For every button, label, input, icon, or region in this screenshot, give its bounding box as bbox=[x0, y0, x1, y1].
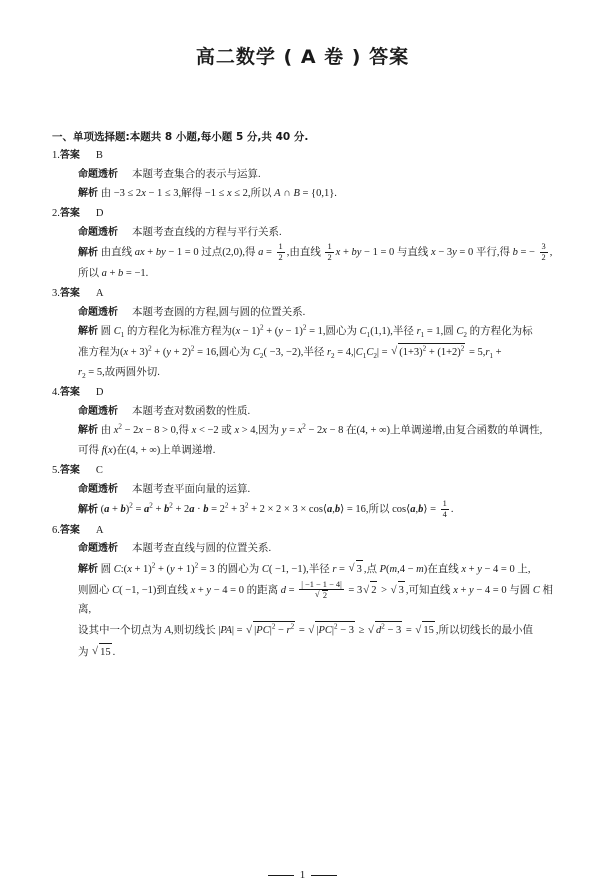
solution-text: 由 −3 ≤ 2x − 1 ≤ 3,解得 −1 ≤ x ≤ 2,所以 A ∩ B = {0,1}. bbox=[100, 187, 337, 199]
solution-label: 解析 bbox=[78, 504, 98, 516]
solution-label: 解析 bbox=[78, 187, 98, 199]
solution-label: 解析 bbox=[78, 325, 98, 337]
solution-line-cont2 bbox=[52, 621, 553, 640]
insight-label: 命题透析 bbox=[78, 226, 118, 238]
question-number: 2. bbox=[52, 207, 60, 219]
question-block-5 bbox=[52, 463, 553, 520]
answer-line bbox=[52, 286, 553, 302]
solution-label: 解析 bbox=[78, 424, 98, 436]
insight-label: 命题透析 bbox=[78, 405, 118, 417]
insight-text: 本题考查直线的方程与平行关系. bbox=[132, 226, 282, 238]
solution-line bbox=[52, 323, 553, 341]
solution-text-cont2: $r_2 = 5$,故两圆外切. bbox=[78, 366, 160, 380]
answer-value: D bbox=[95, 207, 104, 219]
insight-line bbox=[52, 403, 553, 420]
solution-line-cont bbox=[52, 581, 553, 620]
answer-line bbox=[52, 463, 553, 479]
solution-line-cont3 bbox=[52, 643, 553, 662]
question-number: 4. bbox=[52, 386, 60, 398]
question-block-4 bbox=[52, 385, 553, 460]
answer-label: 答案 bbox=[59, 207, 80, 219]
answer-line bbox=[52, 523, 553, 539]
insight-line bbox=[52, 304, 553, 321]
question-number: 1. bbox=[52, 150, 60, 161]
insight-text: 本题考查圆的方程,圆与圆的位置关系. bbox=[132, 306, 306, 318]
footer-rule-right bbox=[311, 875, 337, 876]
insight-line bbox=[52, 540, 553, 557]
insight-text: 本题考查平面向量的运算. bbox=[132, 483, 251, 495]
answer-value: C bbox=[95, 464, 104, 476]
solution-line-cont bbox=[52, 343, 553, 362]
insight-line bbox=[52, 166, 553, 183]
answer-label: 答案 bbox=[59, 150, 80, 161]
insight-label: 命题透析 bbox=[78, 483, 118, 495]
question-block-6 bbox=[52, 523, 553, 662]
answer-value: D bbox=[95, 386, 104, 398]
solution-label: 解析 bbox=[78, 563, 98, 575]
question-number: 5. bbox=[52, 464, 60, 476]
solution-line bbox=[52, 560, 553, 579]
insight-label: 命题透析 bbox=[78, 168, 118, 180]
solution-text-cont2: 设其中一个切点为 A,则切线长 |PA| = √ $|PC|^2 - r^2$ = √ $|PC|^2 - 3$ ≥ √ $d^2 - 3$ = √ 15 ,所以切线长的最小值 bbox=[78, 625, 533, 636]
solution-text: 由直线 ax + by − 1 = 0 过点(2,0),得 a = $\frac{1}{2}$ ,由直线 $\frac{1}{2}$ x + by − 1 = 0 与直线 x − 3y = 0 平行,得 b = − $\frac{3}{2}$ , bbox=[100, 242, 553, 262]
page-footer bbox=[0, 869, 605, 881]
footer-rule-left bbox=[268, 875, 294, 876]
answer-label: 答案 bbox=[59, 287, 80, 299]
solution-line bbox=[52, 500, 553, 520]
solution-line-cont bbox=[52, 442, 553, 460]
answer-value: B bbox=[95, 150, 104, 161]
insight-label: 命题透析 bbox=[78, 543, 118, 555]
solution-text-cont: 可得 f(x)在(4, + ∞)上单调递增. bbox=[78, 444, 216, 456]
solution-text-cont3: 为 √ 15 . bbox=[78, 647, 115, 658]
question-number: 3. bbox=[52, 287, 60, 299]
answer-line bbox=[52, 206, 553, 222]
solution-line bbox=[52, 243, 553, 263]
answer-line bbox=[52, 148, 553, 164]
solution-text: $(a + b)^2 = a^2 + b^2 + 2a \cdot b = 2^2 + 3^2 + 2 \times 2 \times 3$ × cos⟨a,b⟩ = 16,所以 cos⟨a,b⟩ = $\frac{1}{4}$ . bbox=[100, 499, 454, 519]
insight-label: 命题透析 bbox=[78, 306, 118, 318]
solution-text: 圆 $C_1$ 的方程化为标准方程为$(x - 1)^2 + (y - 1)^2 = 1$,圆心为 $C_1(1,1)$,半径 $r_1 = 1$,圆 $C_2$ 的方程化为标 bbox=[100, 323, 533, 339]
solution-text-cont: 所以 a + b = −1. bbox=[78, 267, 149, 279]
insight-text: 本题考查对数函数的性质. bbox=[132, 405, 251, 417]
solution-label: 解析 bbox=[78, 247, 98, 259]
question-block-2 bbox=[52, 206, 553, 283]
question-block-1 bbox=[52, 148, 553, 203]
insight-line bbox=[52, 481, 553, 498]
insight-line bbox=[52, 224, 553, 241]
solution-text: 圆 C:(x + $1)^2 + (y + 1)^2 = 3$ 的圆心为 C( −1, −1),半径 r = √ 3 ,点 P(m,4 − m)在直线 x + y − 4 = 0 上, bbox=[101, 564, 531, 575]
answer-value: A bbox=[95, 287, 104, 299]
solution-line bbox=[52, 185, 553, 203]
page-title: 高二数学 ( A 卷 ) 答案 bbox=[195, 46, 410, 68]
answer-label: 答案 bbox=[59, 464, 80, 476]
solution-line-cont2 bbox=[52, 364, 553, 382]
solution-text-cont: 准方程为$(x + 3)^2 + (y + 2)^2 = 16$,圆心为 $C_2( -3$, −2),半径 $r_2 = 4,|C_1C_2|$ = √ $(1+3)^2 + (1+2)^2 = 5,r_1$ + bbox=[78, 347, 502, 358]
insight-text: 本题考查集合的表示与运算. bbox=[132, 168, 261, 180]
question-number: 6. bbox=[52, 524, 60, 536]
solution-line bbox=[52, 422, 553, 440]
solution-text: 由 $x^2 - 2x - 8 > 0$,得 x < −2 或 x > 4,因为 $y = x^2 - 2x - 8$ 在(4, + ∞)上单调递增,由复合函数的单调性, bbox=[100, 422, 543, 436]
answer-value: A bbox=[95, 524, 104, 536]
section-heading: 一、单项选择题:本题共 8 小题,每小题 5 分,共 40 分. bbox=[52, 131, 309, 143]
answer-label: 答案 bbox=[59, 524, 80, 536]
question-block-3 bbox=[52, 286, 553, 382]
answer-label: 答案 bbox=[59, 386, 80, 398]
insight-text: 本题考查直线与圆的位置关系. bbox=[132, 543, 272, 555]
solution-line-cont bbox=[52, 265, 553, 283]
page-number: 1 bbox=[299, 869, 306, 881]
solution-text-cont: 则圆心 C( −1, −1)到直线 x + y − 4 = 0 的距离 d = | −1 − 1 − 4| √ 2 = 3 √ 2 > √ 3 ,可知直线 x + y − 4 = 0 与圆 C 相离, bbox=[78, 585, 553, 615]
answer-line bbox=[52, 385, 553, 401]
